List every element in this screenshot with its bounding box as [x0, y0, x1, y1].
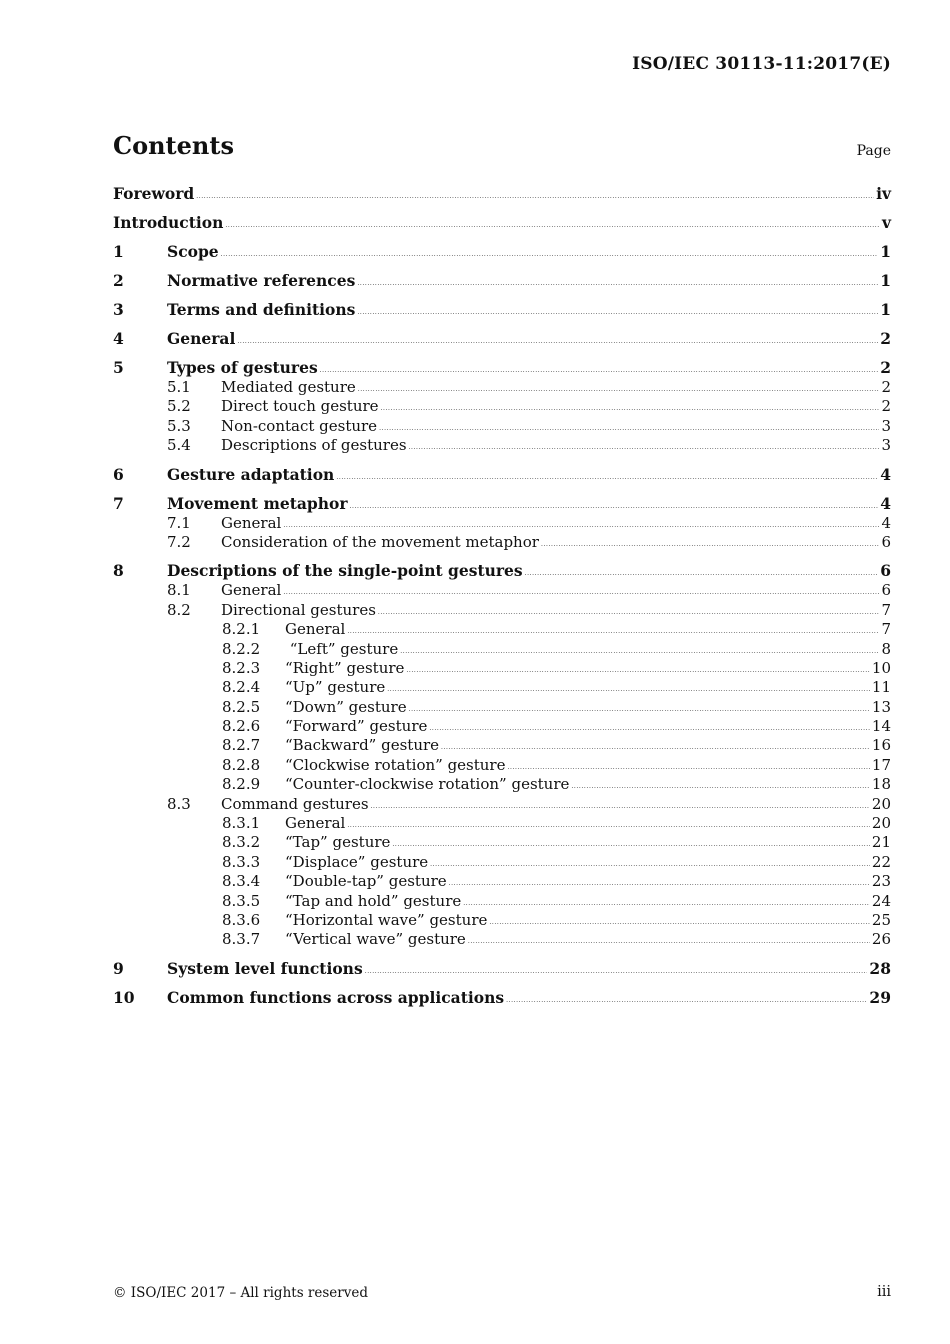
toc-entry[interactable]	[113, 892, 891, 911]
dot-leader	[409, 438, 880, 457]
toc-entry[interactable]	[113, 397, 891, 416]
document-id-header: ISO/IEC 30113-11:2017(E)	[632, 54, 891, 74]
toc-entry[interactable]	[113, 814, 891, 833]
toc-entry-title: Gesture adaptation	[167, 464, 335, 484]
toc-entry-title: “Counter-clockwise rotation” gesture	[285, 775, 570, 794]
dot-leader	[283, 516, 879, 535]
toc-entry[interactable]	[113, 242, 891, 262]
toc-entry-title: Descriptions of gestures	[221, 436, 407, 455]
toc-entry[interactable]	[113, 911, 891, 930]
toc-entry-number: 5.2	[167, 397, 191, 416]
toc-entry-number: 7	[113, 493, 124, 513]
toc-entry-page: 20	[871, 794, 891, 813]
toc-entry-title: Directional gestures	[221, 600, 376, 619]
toc-entry-number: 8.1	[167, 581, 191, 600]
dot-leader	[350, 497, 879, 517]
toc-entry[interactable]	[113, 561, 891, 581]
toc-entry-page: 7	[881, 620, 891, 639]
toc-entry[interactable]	[113, 659, 891, 678]
toc-entry-number: 5.3	[167, 416, 191, 435]
toc-entry-number: 3	[113, 300, 124, 319]
toc-entry-title: “Left” gesture	[285, 639, 399, 658]
toc-entry-number: 8.3.4	[222, 872, 261, 891]
toc-entry[interactable]	[113, 300, 891, 320]
toc-entry-page: 16	[871, 736, 891, 755]
toc-entry-page: 29	[869, 987, 891, 1007]
dot-leader	[400, 642, 879, 661]
toc-entry[interactable]	[113, 988, 891, 1008]
toc-entry[interactable]	[113, 698, 891, 717]
toc-entry[interactable]	[113, 378, 891, 397]
toc-entry-title: “Vertical wave” gesture	[285, 930, 466, 949]
toc-entry-page: 24	[871, 891, 891, 910]
toc-entry-number: 7.2	[167, 532, 191, 551]
toc-entry[interactable]	[113, 213, 891, 233]
dot-leader	[429, 719, 870, 738]
toc-entry[interactable]	[113, 756, 891, 775]
toc-entry-title: Introduction	[113, 213, 224, 232]
toc-entry-number: 6	[113, 464, 124, 484]
dot-leader	[392, 835, 870, 854]
toc-entry-title: Types of gestures	[167, 358, 318, 377]
toc-entry-title: Foreword	[113, 184, 195, 203]
toc-entry-title: Terms and definitions	[167, 300, 356, 319]
table-of-contents	[113, 184, 891, 1008]
toc-entry-number: 5.4	[167, 436, 191, 455]
toc-entry-number: 10	[113, 987, 135, 1007]
toc-entry-page: 1	[880, 242, 891, 261]
toc-entry[interactable]	[113, 417, 891, 436]
toc-entry-page: 17	[871, 755, 891, 774]
toc-entry-number: 8.3.5	[222, 891, 261, 910]
toc-entry-page: 23	[871, 872, 891, 891]
dot-leader	[379, 419, 879, 438]
copyright-footer: © ISO/IEC 2017 – All rights reserved	[113, 1285, 368, 1301]
toc-entry-page: 26	[871, 930, 891, 949]
dot-leader	[525, 564, 879, 584]
toc-entry-title: Descriptions of the single-point gestures	[167, 561, 523, 581]
toc-entry-title: “Horizontal wave” gesture	[285, 910, 488, 929]
toc-entry-page: 2	[880, 358, 891, 377]
toc-entry-page: 4	[880, 464, 891, 484]
toc-entry-number: 8.2	[167, 600, 191, 619]
toc-entry-number: 8.3.2	[222, 833, 261, 852]
dot-leader	[506, 991, 867, 1011]
toc-entry-page: 1	[880, 300, 891, 319]
toc-entry-page: 3	[881, 416, 891, 435]
toc-entry[interactable]	[113, 795, 891, 814]
toc-entry-page: 3	[881, 436, 891, 455]
toc-entry-title: Common functions across applications	[167, 987, 505, 1007]
toc-entry-page: 20	[871, 814, 891, 833]
page-column-label: Page	[856, 143, 891, 159]
toc-entry-number: 8.2.5	[222, 697, 261, 716]
dot-leader	[489, 913, 870, 932]
toc-entry-page: iv	[876, 184, 891, 203]
dot-leader	[196, 187, 874, 207]
dot-leader	[463, 894, 870, 913]
toc-entry[interactable]	[113, 640, 891, 659]
toc-entry[interactable]	[113, 533, 891, 552]
toc-entry[interactable]	[113, 959, 891, 979]
dot-leader	[381, 399, 880, 418]
dot-leader	[347, 816, 870, 835]
toc-entry[interactable]	[113, 872, 891, 891]
toc-entry[interactable]	[113, 930, 891, 949]
toc-entry[interactable]	[113, 775, 891, 794]
toc-entry-number: 8.2.6	[222, 717, 261, 736]
toc-entry-title: General	[167, 329, 236, 348]
toc-entry-page: 2	[881, 397, 891, 416]
toc-entry-number: 5.1	[167, 378, 191, 396]
toc-entry-title: “Forward” gesture	[285, 717, 428, 736]
toc-entry[interactable]	[113, 581, 891, 600]
toc-entry[interactable]	[113, 358, 891, 378]
toc-entry-number: 8.2.8	[222, 755, 261, 774]
toc-entry[interactable]	[113, 436, 891, 455]
toc-entry-title: Normative references	[167, 271, 356, 290]
toc-entry[interactable]	[113, 853, 891, 872]
toc-entry-title: “Clockwise rotation” gesture	[285, 755, 506, 774]
toc-entry[interactable]	[113, 329, 891, 349]
toc-entry-page: 4	[880, 493, 891, 513]
toc-entry-page: 28	[869, 958, 891, 978]
toc-entry-number: 9	[113, 958, 124, 978]
toc-entry-title: “Right” gesture	[285, 658, 405, 677]
toc-entry-page: v	[881, 213, 891, 232]
dot-leader	[387, 680, 870, 699]
toc-entry-number: 8.3	[167, 794, 191, 813]
dot-leader	[409, 700, 870, 719]
dot-leader	[357, 274, 878, 294]
toc-entry-number: 2	[113, 271, 124, 290]
toc-entry-title: “Displace” gesture	[285, 852, 429, 871]
toc-entry-title: “Double-tap” gesture	[285, 872, 447, 891]
dot-leader	[225, 216, 880, 236]
toc-entry[interactable]	[113, 601, 891, 620]
dot-leader	[237, 332, 878, 352]
toc-entry-title: General	[221, 581, 282, 600]
toc-entry-title: General	[285, 620, 346, 639]
toc-entry-page: 11	[871, 678, 891, 697]
toc-entry-page: 25	[871, 910, 891, 929]
dot-leader	[541, 535, 880, 554]
toc-entry-title: Mediated gesture	[221, 378, 356, 396]
toc-entry-page: 2	[880, 329, 891, 348]
toc-entry-page: 13	[871, 697, 891, 716]
toc-entry-page: 1	[880, 271, 891, 290]
toc-entry-title: System level functions	[167, 958, 363, 978]
dot-leader	[378, 603, 880, 622]
dot-leader	[406, 661, 870, 680]
toc-entry[interactable]	[113, 465, 891, 485]
toc-entry-number: 4	[113, 329, 124, 348]
dot-leader	[571, 777, 870, 796]
toc-entry-number: 8.3.1	[222, 814, 261, 833]
toc-entry-page: 2	[881, 378, 891, 396]
toc-entry[interactable]	[113, 494, 891, 514]
dot-leader	[507, 758, 869, 777]
dot-leader	[449, 874, 870, 893]
dot-leader	[347, 622, 879, 641]
toc-entry-page: 22	[871, 852, 891, 871]
toc-entry-number: 7.1	[167, 513, 191, 532]
toc-entry-page: 4	[881, 513, 891, 532]
toc-entry-title: Consideration of the movement metaphor	[221, 532, 539, 551]
toc-entry-title: Scope	[167, 242, 219, 261]
toc-entry-number: 8.2.2	[222, 639, 261, 658]
toc-entry[interactable]	[113, 271, 891, 291]
page-number: iii	[877, 1284, 891, 1300]
dot-leader	[283, 583, 879, 602]
toc-entry-title: “Up” gesture	[285, 678, 386, 697]
toc-entry-title: General	[221, 513, 282, 532]
toc-entry-page: 6	[881, 581, 891, 600]
toc-entry[interactable]	[113, 514, 891, 533]
toc-entry-page: 8	[881, 639, 891, 658]
toc-entry-title: “Tap and hold” gesture	[285, 891, 462, 910]
toc-entry-title: Command gestures	[221, 794, 369, 813]
toc-entry-title: Movement metaphor	[167, 493, 348, 513]
toc-entry-title: General	[285, 814, 346, 833]
toc-entry-page: 6	[880, 561, 891, 581]
toc-entry[interactable]	[113, 833, 891, 852]
toc-entry-number: 8.2.4	[222, 678, 261, 697]
toc-entry-number: 8.2.7	[222, 736, 261, 755]
dot-leader	[441, 738, 870, 757]
toc-entry-title: “Tap” gesture	[285, 833, 391, 852]
dot-leader	[358, 380, 880, 399]
toc-entry[interactable]	[113, 620, 891, 639]
toc-entry-page: 7	[881, 600, 891, 619]
toc-entry[interactable]	[113, 736, 891, 755]
dot-leader	[430, 855, 870, 874]
toc-entry-number: 8.2.1	[222, 620, 261, 639]
toc-entry[interactable]	[113, 717, 891, 736]
toc-entry-number: 1	[113, 242, 124, 261]
toc-entry[interactable]	[113, 678, 891, 697]
toc-entry-number: 5	[113, 358, 124, 377]
toc-title: Contents	[113, 131, 234, 160]
dot-leader	[221, 245, 879, 265]
dot-leader	[365, 962, 868, 982]
toc-entry-number: 8.3.7	[222, 930, 261, 949]
dot-leader	[357, 303, 878, 323]
toc-entry-title: “Backward” gesture	[285, 736, 440, 755]
toc-entry-title: Direct touch gesture	[221, 397, 379, 416]
toc-entry-page: 14	[871, 717, 891, 736]
toc-entry-page: 18	[871, 775, 891, 794]
toc-entry-number: 8.3.3	[222, 852, 261, 871]
toc-entry-page: 10	[871, 658, 891, 677]
toc-entry-page: 6	[881, 532, 891, 551]
toc-entry-title: “Down” gesture	[285, 697, 407, 716]
toc-entry-number: 8.3.6	[222, 910, 261, 929]
toc-entry-number: 8	[113, 561, 124, 581]
toc-entry-number: 8.2.3	[222, 658, 261, 677]
toc-entry-title: Non-contact gesture	[221, 416, 378, 435]
toc-entry[interactable]	[113, 184, 891, 204]
dot-leader	[320, 361, 879, 381]
dot-leader	[468, 932, 870, 951]
dot-leader	[371, 797, 870, 816]
toc-entry-page: 21	[871, 833, 891, 852]
dot-leader	[336, 468, 878, 488]
toc-entry-number: 8.2.9	[222, 775, 261, 794]
